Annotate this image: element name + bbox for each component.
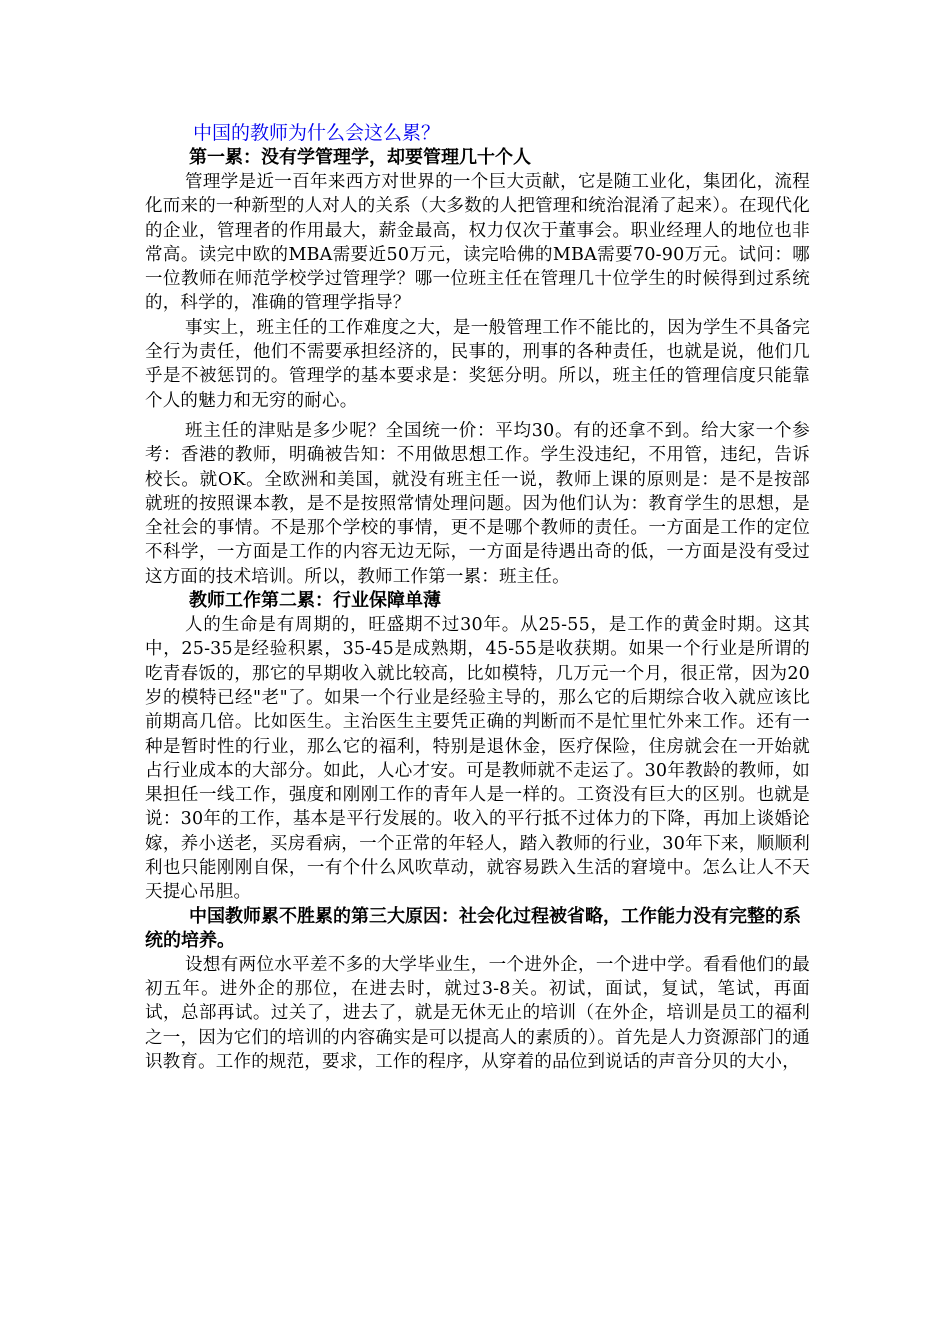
section-2-heading: 教师工作第二累：行业保障单薄 (189, 590, 441, 612)
section-1-paragraph-3: 班主任的津贴是多少呢？全国统一价：平均30。有的还拿不到。给大家一个参考：香港的教师，明确被告知：不用做思想工作。学生没违纪，不用管，违纪，告诉校长。就OK。全欧洲和美国，就没有班主任一说，教师上课的原则是：是不是按部就班的按照课本教，是不是按照常情处理问题。因为他们认为：教育学生的思想，是全社会的事情。不是那个学校的事情，更不是哪个教师的责任。一方面是工作的定位不科学，一方面是工作的内容无边无际，一方面是待遇出奇的低，一方面是没有受过这方面的技术培训。所以，教师工作第一累：班主任。 (145, 420, 810, 587)
document-body (145, 120, 810, 1074)
section-3-heading: 中国教师累不胜累的第三大原因：社会化过程被省略，工作能力没有完整的系统的培养。 (145, 905, 801, 951)
section-2-paragraph-1: 人的生命是有周期的，旺盛期不过30年。从25-55，是工作的黄金时期。这其中，25-35是经验积累，35-45是成熟期，45-55是收获期。如果一个行业是所谓的吃青春饭的，那它的早期收入就比较高，比如模特，几万元一个月，很正常，因为20岁的模特已经"老"了。如果一个行业是经验主导的，那么它的后期综合收入就应该比前期高几倍。比如医生。主治医生主要凭正确的判断而不是忙里忙外来工作。还有一种是暂时性的行业，那么它的福利，特别是退休金，医疗保险，住房就会在一开始就占行业成本的大部分。如此，人心才安。可是教师就不走运了。30年教龄的教师，如果担任一线工作，强度和刚刚工作的青年人是一样的。工资没有巨大的区别。也就是说：30年的工作，基本是平行发展的。收入的平行抵不过体力的下降，再加上谈婚论嫁，养小送老，买房看病，一个正常的年轻人，踏入教师的行业，30年下来，顺顺利利也只能刚刚自保，一有个什么风吹草动，就容易跌入生活的窘境中。怎么让人不天天提心吊胆。 (145, 615, 810, 903)
document-title: 中国的教师为什么会这么累？ (193, 122, 441, 144)
section-1-paragraph-2: 事实上，班主任的工作难度之大，是一般管理工作不能比的，因为学生不具备完全行为责任，他们不需要承担经济的，民事的，刑事的各种责任，也就是说，他们几乎是不被惩罚的。管理学的基本要求是：奖惩分明。所以，班主任的管理信度只能靠个人的魅力和无穷的耐心。 (145, 317, 810, 411)
section-1-paragraph-1: 管理学是近一百年来西方对世界的一个巨大贡献，它是随工业化，集团化，流程化而来的一种新型的人对人的关系（大多数的人把管理和统治混淆了起来）。在现代化的企业，管理者的作用最大，薪金最高，权力仅次于董事会。职业经理人的地位也非常高。读完中欧的MBA需要近50万元，读完哈佛的MBA需要70-90万元。试问：哪一位教师在师范学校学过管理学？哪一位班主任在管理几十位学生的时候得到过系统的，科学的，准确的管理学指导？ (145, 172, 810, 314)
section-3-paragraph-1: 设想有两位水平差不多的大学毕业生，一个进外企，一个进中学。看看他们的最初五年。进外企的那位，在进去时，就过3-8关。初试，面试，复试，笔试，再面试，总部再试。过关了，进去了，就是无休无止的培训（在外企，培训是员工的福利之一，因为它们的培训的内容确实是可以提高人的素质的）。首先是人力资源部门的通识教育。工作的规范，要求，工作的程序，从穿着的品位到说话的声音分贝的大小， (145, 954, 810, 1072)
section-1-heading: 第一累：没有学管理学，却要管理几十个人 (189, 147, 531, 168)
